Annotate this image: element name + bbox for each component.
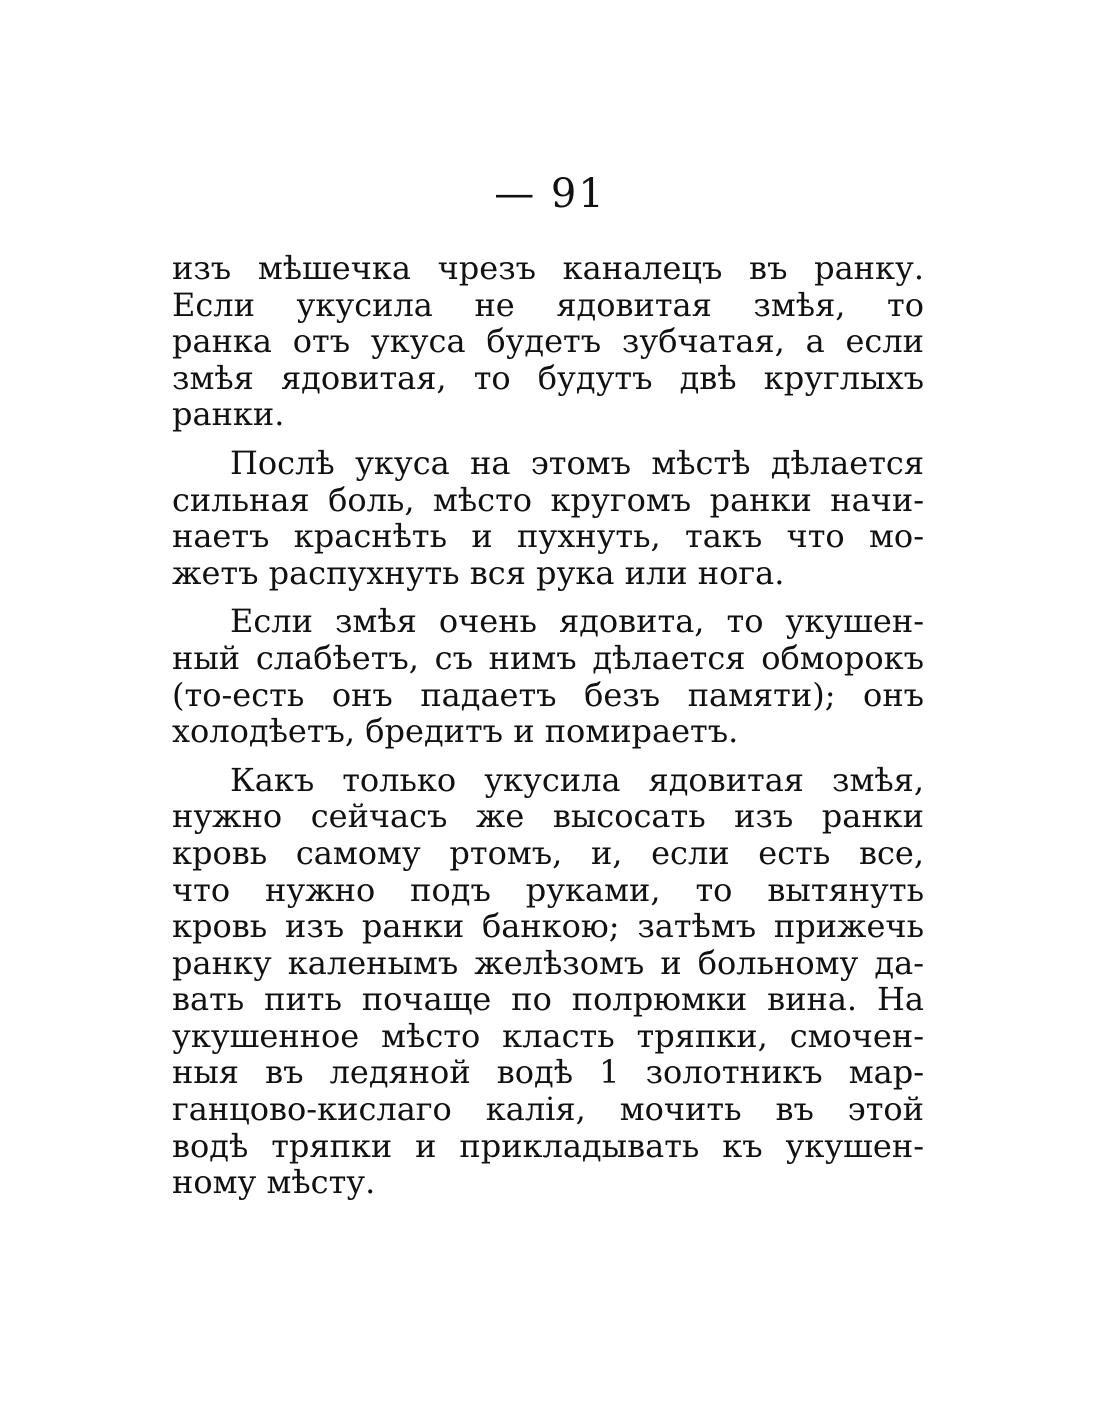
text-line: кровь самому ртомъ, и, если есть все, xyxy=(172,834,924,872)
paragraph-2 xyxy=(172,445,924,591)
text-line: сильная боль, мѣсто кругомъ ранки начи- xyxy=(172,481,924,519)
text-line: ныя въ ледяной водѣ 1 золотникъ мар- xyxy=(172,1054,924,1092)
body-text xyxy=(172,250,924,1201)
text-line: ный слабѣетъ, съ нимъ дѣлается обморокъ xyxy=(172,639,924,677)
text-line: жетъ распухнуть вся рука или нога. xyxy=(172,554,785,592)
paragraph-3 xyxy=(172,603,924,749)
text-line: Какъ только укусила ядовитая змѣя, xyxy=(230,761,924,799)
text-line: что нужно подъ руками, то вытянуть xyxy=(172,871,924,909)
text-line: холодѣетъ, бредитъ и помираетъ. xyxy=(172,713,739,750)
text-line: ранка отъ укуса будетъ зубчатая, а если xyxy=(172,323,924,360)
text-line: нужно сейчасъ же высосать изъ ранки xyxy=(172,798,924,835)
text-line: Послѣ укуса на этомъ мѣстѣ дѣлается xyxy=(230,444,924,482)
text-line: укушенное мѣсто класть тряпки, смочен- xyxy=(172,1017,924,1055)
text-line: вать пить почаще по полрюмки вина. На xyxy=(172,981,924,1018)
text-line: ранку каленымъ желѣзомъ и больному да- xyxy=(172,944,924,982)
page-number: — 91 xyxy=(494,171,606,217)
text-line: водѣ тряпки и прикладывать къ укушен- xyxy=(172,1127,924,1165)
text-line: изъ мѣшечка чрезъ каналецъ въ ранку. xyxy=(172,250,924,287)
text-line: Если змѣя очень ядовита, то укушен- xyxy=(230,603,924,640)
paragraph-1 xyxy=(172,250,924,433)
text-line: Если укусила не ядовитая змѣя, то xyxy=(172,286,924,324)
text-line: змѣя ядовитая, то будутъ двѣ круглыхъ xyxy=(172,359,924,397)
text-line: ранки. xyxy=(172,396,285,433)
paragraph-4 xyxy=(172,762,924,1201)
text-line: ному мѣсту. xyxy=(172,1164,376,1201)
text-line: ганцово-кислаго калія, мочить въ этой xyxy=(172,1091,924,1128)
text-line: кровь изъ ранки банкою; затѣмъ прижечь xyxy=(172,908,924,945)
text-line: наетъ краснѣть и пухнуть, такъ что мо- xyxy=(172,518,924,555)
text-line: (то-есть онъ падаетъ безъ памяти); онъ xyxy=(172,676,924,714)
